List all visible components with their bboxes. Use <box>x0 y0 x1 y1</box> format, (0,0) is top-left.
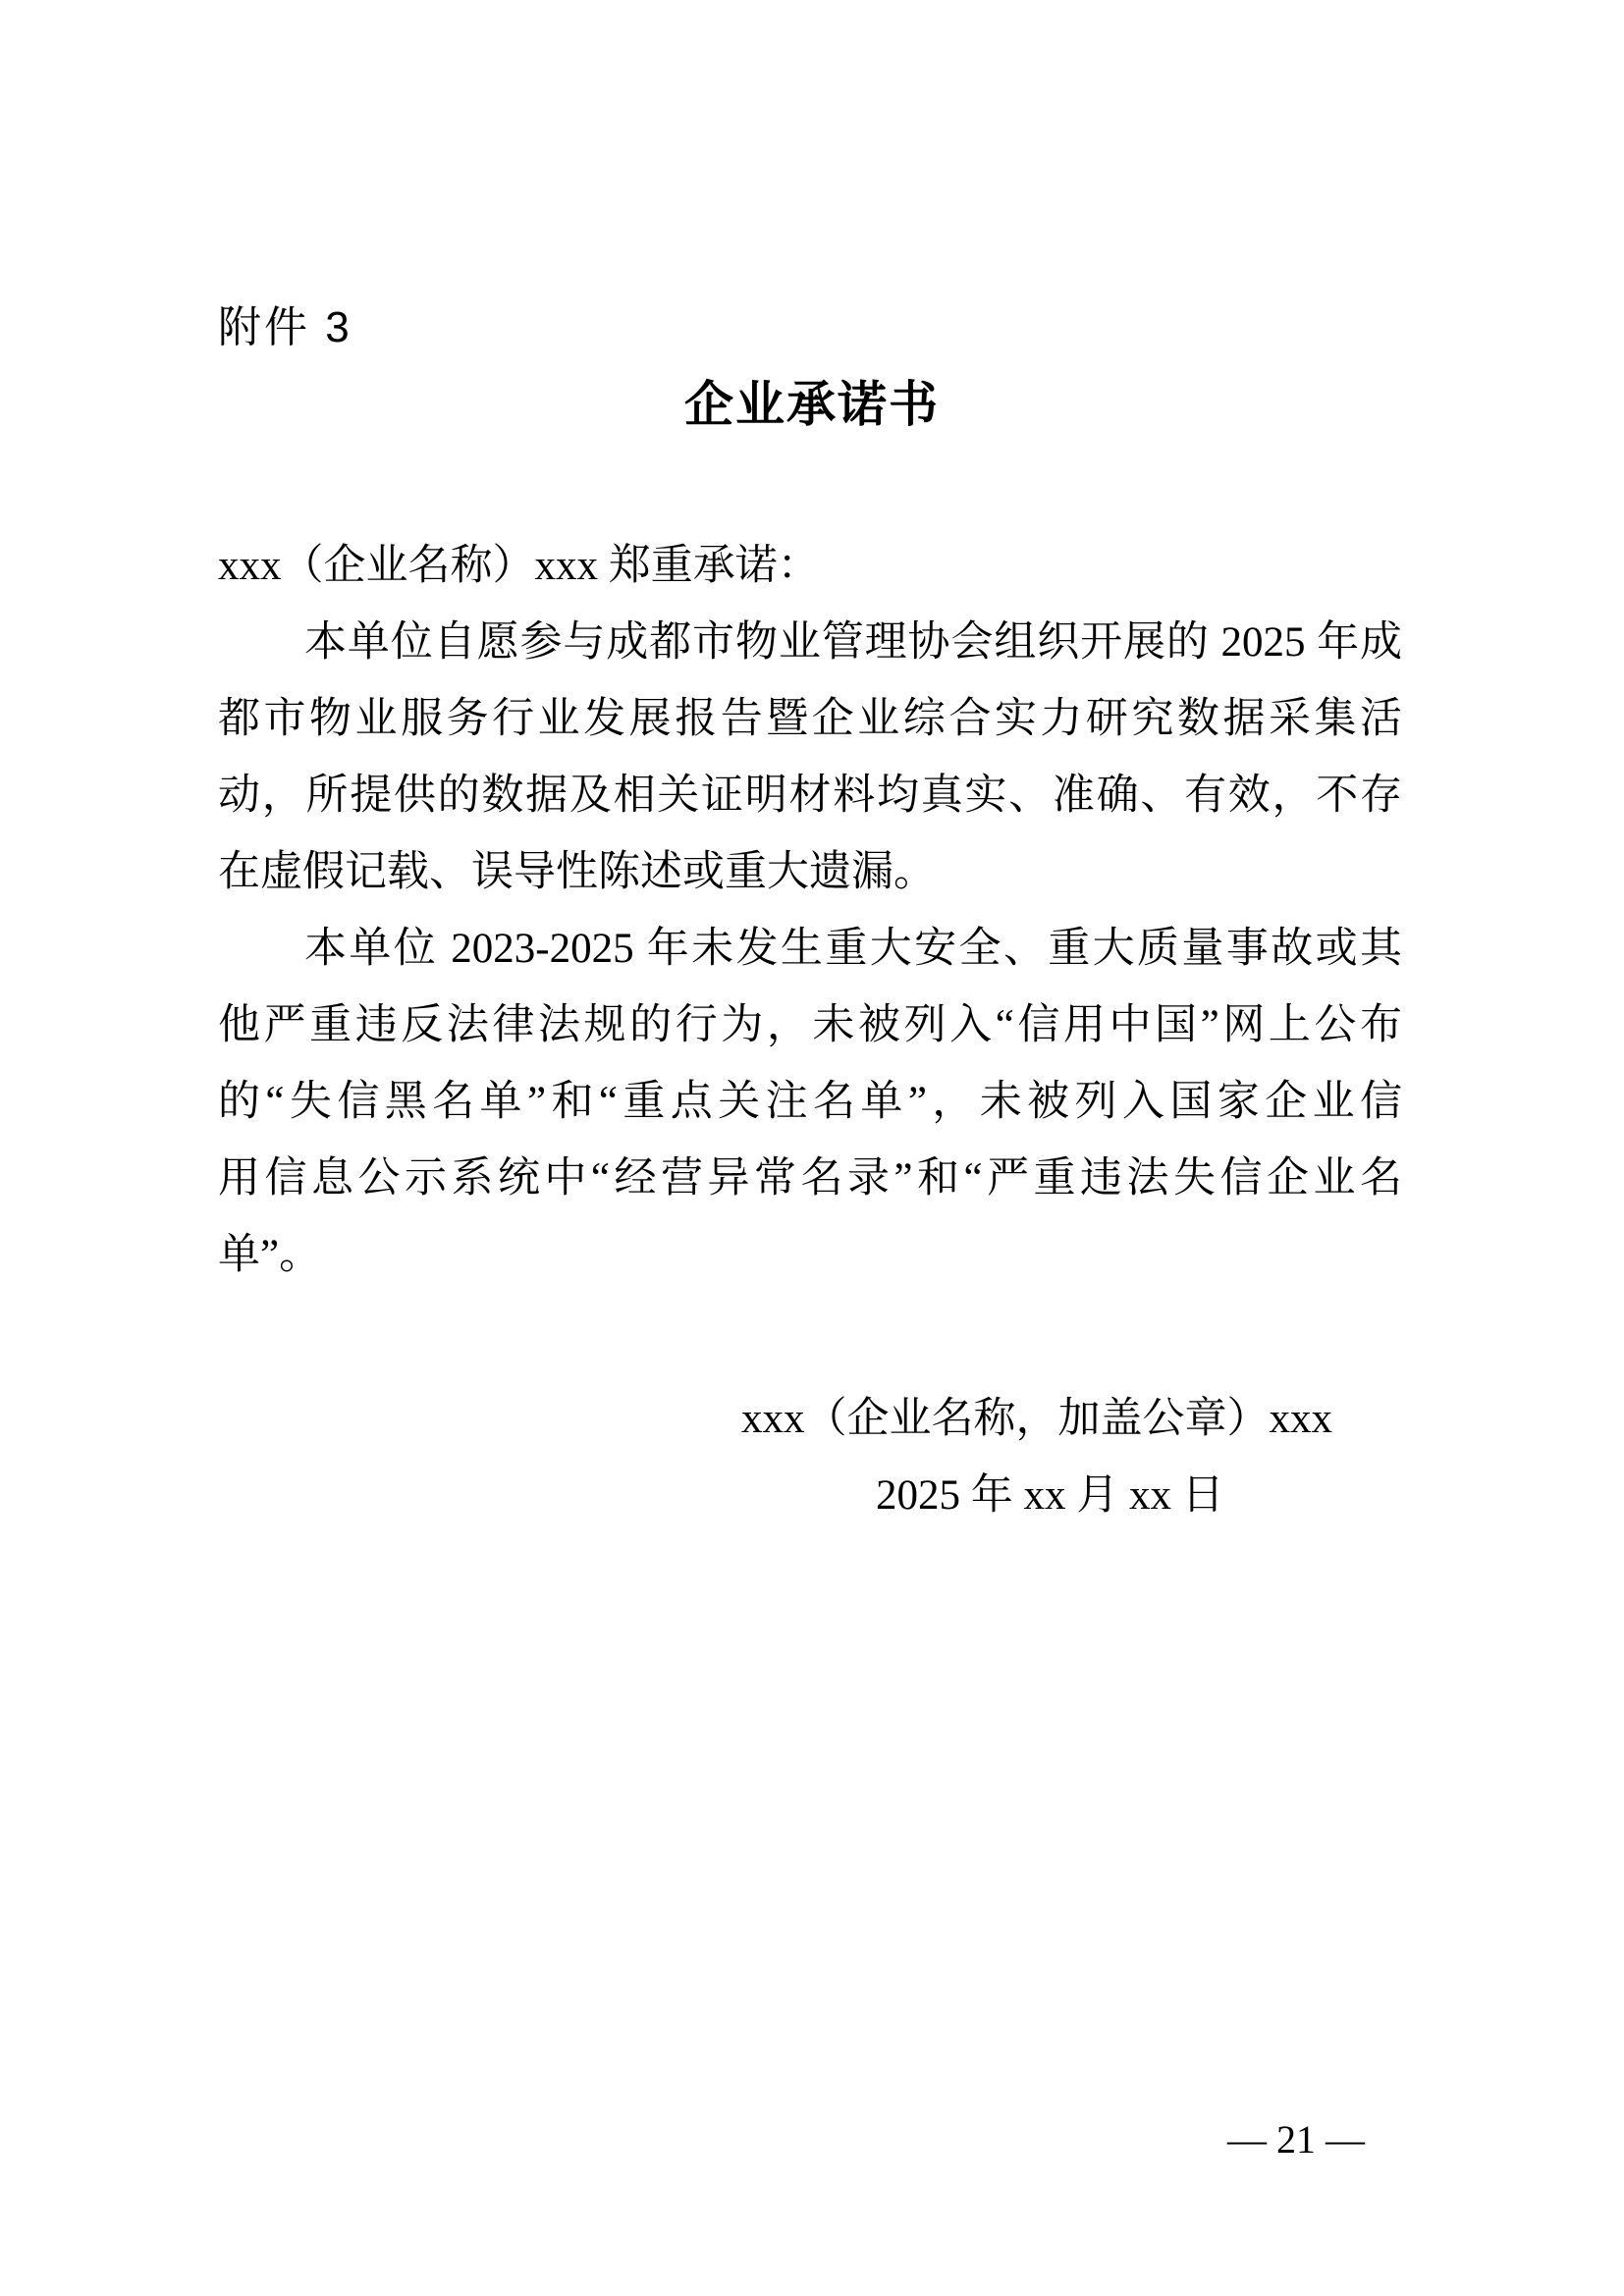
paragraph1-line2: 都市物业服务行业发展报告暨企业综合实力研究数据采集活 <box>218 696 1402 742</box>
signature-date-line: 2025 年 xx 月 xx 日 <box>876 1472 1224 1519</box>
paragraph2-line1: 本单位 2023-2025 年未发生重大安全、重大质量事故或其 <box>304 926 1402 972</box>
document-body <box>218 528 1402 1294</box>
paragraph2-line2: 他严重违反法律法规的行为，未被列入“信用中国”网上公布 <box>218 1002 1402 1048</box>
document-title: 企业承诺书 <box>684 377 940 432</box>
attachment-label: 附件 3 <box>218 303 352 351</box>
signature-block <box>218 1381 1402 1534</box>
paragraph1-line1: 本单位自愿参与成都市物业管理协会组织开展的 2025 年成 <box>304 619 1402 666</box>
page-number: — 21 — <box>1227 2117 1365 2162</box>
salutation-line: xxx（企业名称）xxx 郑重承诺： <box>218 543 820 589</box>
paragraph1-line3: 动，所提供的数据及相关证明材料均真实、准确、有效，不存 <box>218 773 1402 819</box>
paragraph2-line3: 的“失信黑名单”和“重点关注名单”，未被列入国家企业信 <box>218 1079 1402 1125</box>
paragraph2-line4: 用信息公示系统中“经营异常名录”和“严重违法失信企业名 <box>218 1155 1402 1201</box>
paragraph2-line5: 单”。 <box>218 1232 322 1278</box>
paragraph1-line4: 在虚假记载、误导性陈述或重大遗漏。 <box>218 849 936 895</box>
signature-company-line: xxx（企业名称，加盖公章）xxx <box>741 1396 1332 1442</box>
